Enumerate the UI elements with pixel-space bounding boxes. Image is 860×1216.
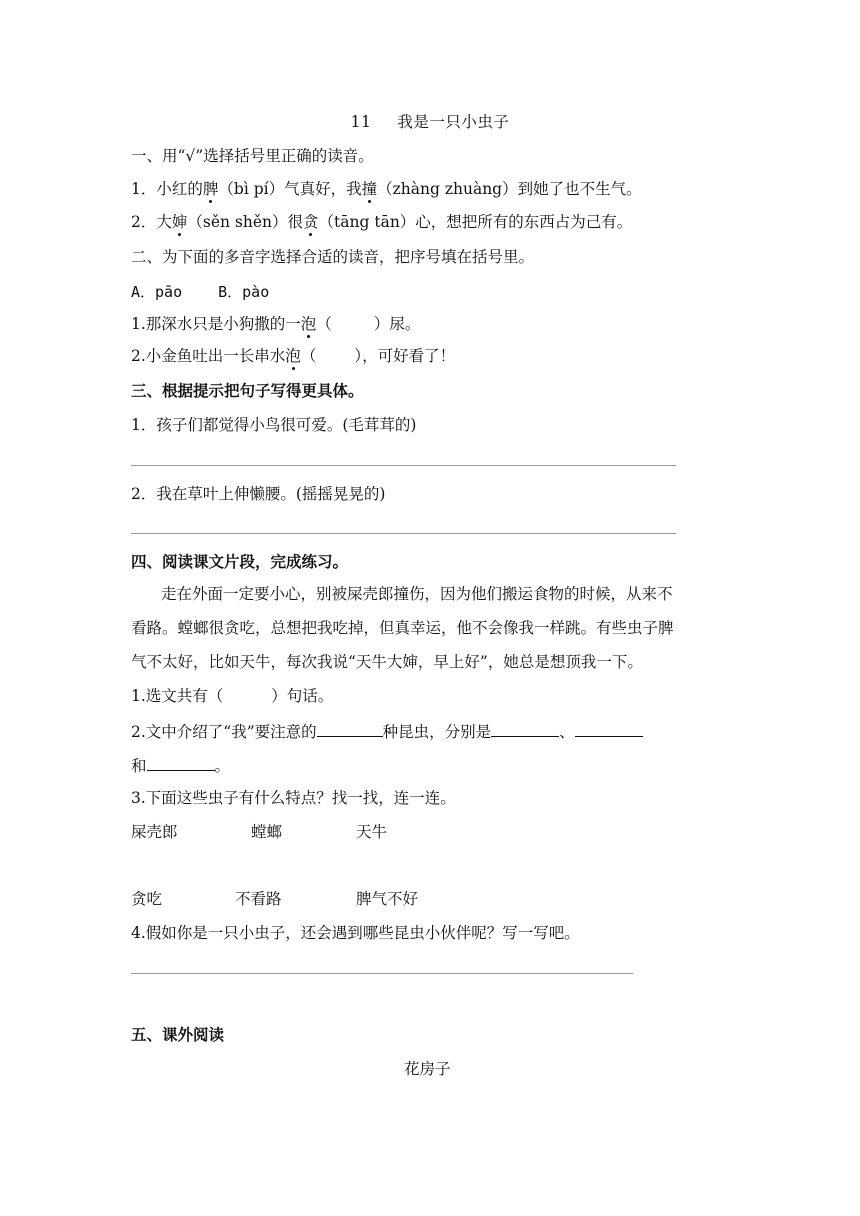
dotted-char: 泡 <box>300 315 317 333</box>
section2-question-1: 1.那深水只是小狗撒的一泡（ ）尿。 <box>131 315 421 333</box>
section3-question-2: 2．我在草叶上伸懒腰。(摇摇晃晃的) <box>131 485 386 503</box>
lesson-title: 我是一只小虫子 <box>397 113 510 131</box>
section3-question-1: 1．孩子们都觉得小鸟很可爱。(毛茸茸的) <box>131 416 417 434</box>
option-a: A．pāo <box>131 283 183 301</box>
insect-1[interactable]: 屎壳郎 <box>131 823 178 841</box>
section1-question-2: 2．大婶（sěn shěn）很贪（tāng tān）心，想把所有的东西占为己有。 <box>131 213 633 231</box>
writing-line[interactable] <box>131 465 676 466</box>
answer-blank[interactable] <box>575 720 643 737</box>
answer-blank[interactable] <box>317 720 383 737</box>
passage-line: 走在外面一定要小心，别被屎壳郎撞伤，因为他们搬运食物的时候，从来不 <box>161 585 673 603</box>
story-title: 花房子 <box>404 1060 451 1078</box>
section4-question-4: 4.假如你是一只小虫子，还会遇到哪些昆虫小伙伴呢？写一写吧。 <box>131 924 580 942</box>
trait-3[interactable]: 脾气不好 <box>356 890 419 908</box>
answer-blank[interactable] <box>491 720 559 737</box>
section2-heading: 二、为下面的多音字选择合适的读音，把序号填在括号里。 <box>131 248 535 266</box>
option-b: B．pào <box>218 283 270 301</box>
section3-heading: 三、根据提示把句子写得更具体。 <box>131 382 364 400</box>
section1-heading: 一、用“√”选择括号里正确的读音。 <box>131 147 374 165</box>
insect-3[interactable]: 天牛 <box>356 823 388 841</box>
section4-question-3: 3.下面这些虫子有什么特点？找一找，连一连。 <box>131 789 456 807</box>
section4-question-2: 2.文中介绍了“我”要注意的 种昆虫，分别是 、 <box>131 720 643 742</box>
dotted-char: 泡 <box>285 347 301 365</box>
section1-question-1: 1．小红的脾（bì pí）气真好，我撞（zhàng zhuàng）到她了也不生气。 <box>131 180 642 198</box>
section4-question-1: 1.选文共有（ ）句话。 <box>131 687 334 705</box>
dotted-char: 婶 <box>171 213 188 231</box>
worksheet-title <box>0 112 860 132</box>
writing-line[interactable] <box>131 533 676 534</box>
section4-heading: 四、阅读课文片段，完成练习。 <box>131 553 349 571</box>
dotted-char: 贪 <box>303 213 319 231</box>
passage-line: 看路。螳螂很贪吃，总想把我吃掉，但真幸运，他不会像我一样跳。有些虫子脾 <box>131 619 674 637</box>
dotted-char: 撞 <box>361 180 378 198</box>
dotted-char: 脾 <box>202 180 219 198</box>
lesson-number: 11 <box>350 113 372 131</box>
section2-question-2: 2.小金鱼吐出一长串水泡（ ），可好看了！ <box>131 347 456 365</box>
section4-question-2-cont: 和 。 <box>131 754 230 776</box>
answer-blank[interactable] <box>147 754 215 771</box>
insect-2[interactable]: 螳螂 <box>251 823 283 841</box>
writing-line[interactable] <box>131 973 633 974</box>
section5-heading: 五、课外阅读 <box>131 1026 225 1044</box>
trait-1[interactable]: 贪吃 <box>131 890 163 908</box>
trait-2[interactable]: 不看路 <box>235 890 282 908</box>
passage-line: 气不太好，比如天牛，每次我说“天牛大婶，早上好”，她总是想顶我一下。 <box>131 653 643 671</box>
pronunciation-options <box>131 282 269 302</box>
